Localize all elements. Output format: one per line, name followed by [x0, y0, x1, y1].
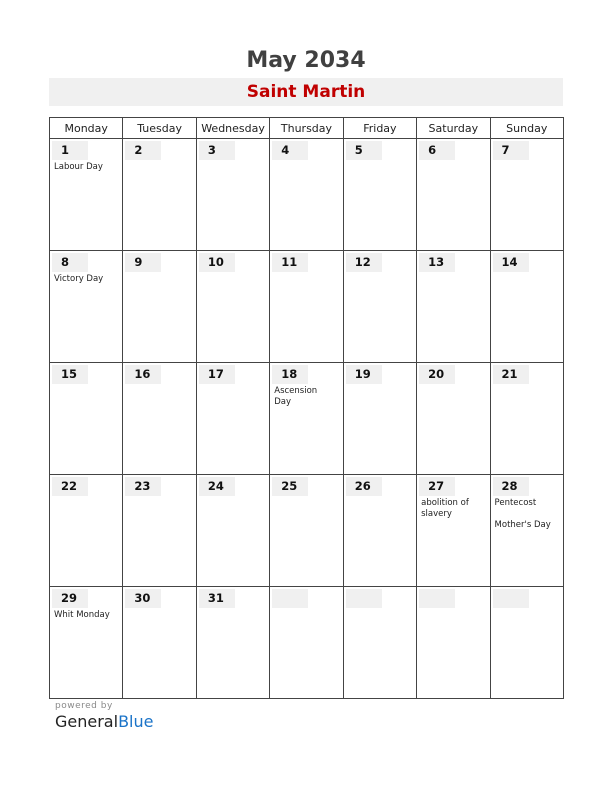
- day-number: 26: [346, 477, 382, 496]
- brand-blue: Blue: [118, 712, 154, 731]
- powered-by-text: powered by: [55, 701, 113, 711]
- generalblue-logo[interactable]: [55, 712, 153, 732]
- day-number: 15: [52, 365, 88, 384]
- holiday-list: [50, 160, 122, 173]
- day-cell: [196, 251, 269, 363]
- day-number: 23: [125, 477, 161, 496]
- day-number: [419, 589, 455, 608]
- holiday-label: Ascension Day: [274, 386, 318, 407]
- day-number: 8: [52, 253, 88, 272]
- empty-day-cell: [343, 587, 416, 699]
- day-number: 19: [346, 365, 382, 384]
- empty-day-cell: [417, 587, 490, 699]
- day-cell: [50, 363, 123, 475]
- holiday-list: [50, 272, 122, 285]
- day-cell: [490, 475, 563, 587]
- day-cell: [270, 251, 343, 363]
- week-row: [50, 363, 564, 475]
- day-number: 1: [52, 141, 88, 160]
- empty-day-cell: [270, 587, 343, 699]
- holiday-label: Victory Day: [54, 274, 104, 284]
- day-cell: [417, 475, 490, 587]
- day-cell: [343, 363, 416, 475]
- day-cell: [50, 139, 123, 251]
- country-banner: [49, 78, 563, 106]
- empty-day-cell: [490, 587, 563, 699]
- holiday-label: Mother's Day: [494, 520, 551, 530]
- brand-general: General: [55, 712, 119, 731]
- weekday-thursday: Thursday: [270, 118, 343, 139]
- calendar-grid: [49, 117, 564, 699]
- day-cell: [123, 475, 196, 587]
- day-number: 31: [199, 589, 235, 608]
- day-number: [493, 589, 529, 608]
- day-cell: [196, 363, 269, 475]
- holiday-list: [491, 496, 563, 531]
- day-cell: [196, 587, 269, 699]
- day-cell: [50, 587, 123, 699]
- holiday-label: Labour Day: [54, 162, 103, 172]
- week-row: [50, 587, 564, 699]
- day-cell: [196, 475, 269, 587]
- day-cell: [123, 251, 196, 363]
- weekday-tuesday: Tuesday: [123, 118, 196, 139]
- day-cell: [490, 363, 563, 475]
- footer: [55, 700, 153, 732]
- holiday-list: [417, 496, 489, 520]
- day-number: 2: [125, 141, 161, 160]
- day-number: 3: [199, 141, 235, 160]
- day-number: 14: [493, 253, 529, 272]
- day-number: 12: [346, 253, 382, 272]
- day-number: [346, 589, 382, 608]
- calendar-title: May 2034: [246, 48, 366, 73]
- day-cell: [343, 475, 416, 587]
- day-cell: [490, 251, 563, 363]
- day-number: 11: [272, 253, 308, 272]
- day-number: 6: [419, 141, 455, 160]
- day-number: 25: [272, 477, 308, 496]
- day-number: 9: [125, 253, 161, 272]
- calendar-body: [50, 139, 564, 699]
- day-cell: [270, 363, 343, 475]
- day-number: 29: [52, 589, 88, 608]
- day-cell: [490, 139, 563, 251]
- day-number: 16: [125, 365, 161, 384]
- day-cell: [343, 139, 416, 251]
- day-number: 18: [272, 365, 308, 384]
- day-cell: [343, 251, 416, 363]
- weekday-saturday: Saturday: [417, 118, 490, 139]
- country-name: Saint Martin: [246, 82, 366, 102]
- week-row: [50, 139, 564, 251]
- day-cell: [417, 139, 490, 251]
- day-number: 10: [199, 253, 235, 272]
- day-number: 17: [199, 365, 235, 384]
- week-row: [50, 475, 564, 587]
- day-number: 5: [346, 141, 382, 160]
- day-number: [272, 589, 308, 608]
- day-number: 13: [419, 253, 455, 272]
- holiday-label: Whit Monday: [54, 610, 110, 620]
- day-cell: [123, 587, 196, 699]
- weekday-wednesday: Wednesday: [196, 118, 269, 139]
- holiday-list: [50, 608, 122, 621]
- day-cell: [270, 475, 343, 587]
- day-cell: [123, 363, 196, 475]
- weekday-sunday: Sunday: [490, 118, 563, 139]
- weekday-friday: Friday: [343, 118, 416, 139]
- day-number: 22: [52, 477, 88, 496]
- day-cell: [417, 363, 490, 475]
- week-row: [50, 251, 564, 363]
- weekday-header-row: [50, 118, 564, 139]
- holiday-label: Pentecost: [494, 498, 537, 508]
- day-number: 4: [272, 141, 308, 160]
- day-number: 30: [125, 589, 161, 608]
- day-cell: [50, 251, 123, 363]
- day-number: 28: [493, 477, 529, 496]
- weekday-monday: Monday: [50, 118, 123, 139]
- holiday-label: abolition of slavery: [421, 498, 469, 519]
- day-number: 27: [419, 477, 455, 496]
- day-number: 24: [199, 477, 235, 496]
- day-cell: [123, 139, 196, 251]
- day-number: 21: [493, 365, 529, 384]
- day-number: 20: [419, 365, 455, 384]
- day-number: 7: [493, 141, 529, 160]
- day-cell: [196, 139, 269, 251]
- holiday-list: [270, 384, 342, 408]
- day-cell: [417, 251, 490, 363]
- day-cell: [50, 475, 123, 587]
- day-cell: [270, 139, 343, 251]
